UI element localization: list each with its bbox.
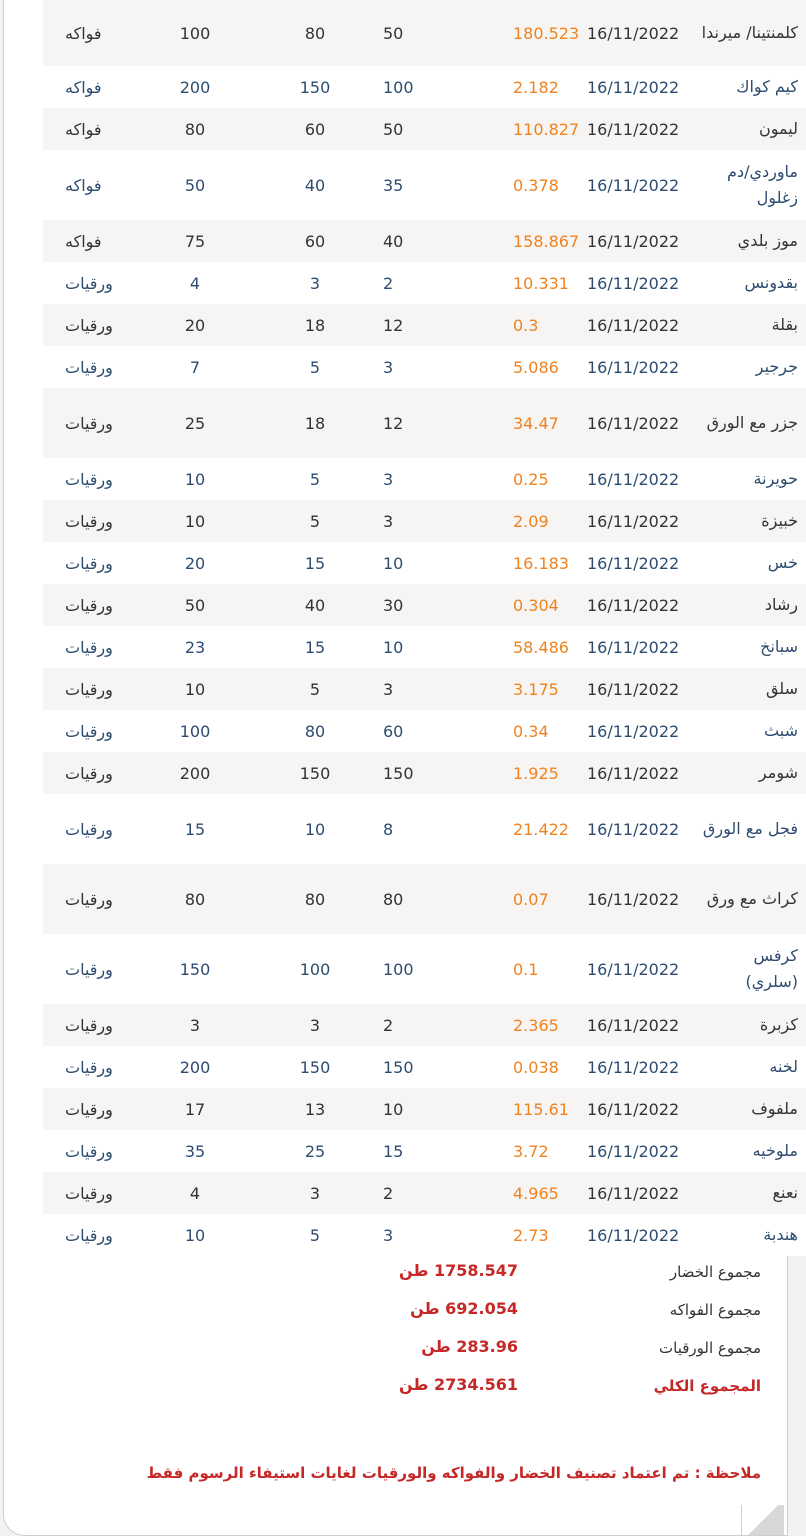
min-price-cell: 10: [375, 542, 503, 584]
max-price-cell: 75: [135, 220, 255, 262]
min-price-cell: 3: [375, 458, 503, 500]
max-price-cell: 50: [135, 584, 255, 626]
table-row: [43, 934, 806, 1004]
mid-price-cell: 25: [255, 1130, 375, 1172]
product-name-cell: كيم كواك: [697, 66, 806, 108]
date-cell: 16/11/2022: [583, 1046, 697, 1088]
min-price-cell: 150: [375, 752, 503, 794]
vegetables-total-label: مجموع الخضار: [669, 1263, 761, 1281]
max-price-cell: 15: [135, 794, 255, 864]
max-price-cell: 4: [135, 1172, 255, 1214]
mid-price-cell: 18: [255, 388, 375, 458]
category-cell: ورقيات: [43, 1046, 135, 1088]
grand-total-row: [0, 1367, 791, 1405]
quantity-cell: 0.07: [503, 864, 583, 934]
max-price-cell: 80: [135, 108, 255, 150]
min-price-cell: 80: [375, 864, 503, 934]
min-price-cell: 10: [375, 626, 503, 668]
mid-price-cell: 13: [255, 1088, 375, 1130]
leafy-total-row: [0, 1329, 791, 1367]
product-name-cell: سلق: [697, 668, 806, 710]
min-price-cell: 10: [375, 1088, 503, 1130]
mid-price-cell: 5: [255, 668, 375, 710]
min-price-cell: 12: [375, 304, 503, 346]
leafy-total-value: 283.96 طن: [421, 1337, 518, 1356]
quantity-cell: 21.422: [503, 794, 583, 864]
quantity-cell: 0.34: [503, 710, 583, 752]
note-text: ملاحظة : تم اعتماد تصنيف الخضار والفواكه والورقيات لغايات استيفاء الرسوم فقط: [146, 1464, 761, 1482]
date-cell: 16/11/2022: [583, 1088, 697, 1130]
leafy-total-label: مجموع الورقيات: [659, 1339, 761, 1357]
quantity-cell: 3.175: [503, 668, 583, 710]
mid-price-cell: 3: [255, 262, 375, 304]
max-price-cell: 10: [135, 500, 255, 542]
table-row: [43, 542, 806, 584]
max-price-cell: 200: [135, 66, 255, 108]
table-row: [43, 66, 806, 108]
min-price-cell: 50: [375, 0, 503, 66]
table-row: [43, 500, 806, 542]
category-cell: ورقيات: [43, 458, 135, 500]
min-price-cell: 60: [375, 710, 503, 752]
product-name-cell: ليمون: [697, 108, 806, 150]
category-cell: فواكه: [43, 220, 135, 262]
date-cell: 16/11/2022: [583, 584, 697, 626]
mid-price-cell: 150: [255, 1046, 375, 1088]
date-cell: 16/11/2022: [583, 108, 697, 150]
vegetables-total-row: [0, 1253, 791, 1291]
max-price-cell: 100: [135, 0, 255, 66]
category-cell: ورقيات: [43, 262, 135, 304]
table-row: [43, 458, 806, 500]
max-price-cell: 200: [135, 752, 255, 794]
table-row: [43, 1046, 806, 1088]
product-name-cell: رشاد: [697, 584, 806, 626]
mid-price-cell: 10: [255, 794, 375, 864]
quantity-cell: 2.73: [503, 1214, 583, 1256]
category-cell: ورقيات: [43, 500, 135, 542]
quantity-cell: 1.925: [503, 752, 583, 794]
min-price-cell: 100: [375, 934, 503, 1004]
max-price-cell: 23: [135, 626, 255, 668]
min-price-cell: 150: [375, 1046, 503, 1088]
min-price-cell: 100: [375, 66, 503, 108]
quantity-cell: 0.378: [503, 150, 583, 220]
mid-price-cell: 5: [255, 1214, 375, 1256]
product-name-cell: ملوخيه: [697, 1130, 806, 1172]
category-cell: فواكه: [43, 66, 135, 108]
product-name-cell: سبانخ: [697, 626, 806, 668]
product-name-cell: ملفوف: [697, 1088, 806, 1130]
min-price-cell: 12: [375, 388, 503, 458]
category-cell: ورقيات: [43, 388, 135, 458]
table-row: [43, 794, 806, 864]
product-name-cell: جرجير: [697, 346, 806, 388]
table-row: [43, 1130, 806, 1172]
mid-price-cell: 3: [255, 1172, 375, 1214]
max-price-cell: 25: [135, 388, 255, 458]
table-row: [43, 668, 806, 710]
category-cell: ورقيات: [43, 1214, 135, 1256]
table-row: [43, 1088, 806, 1130]
quantity-cell: 3.72: [503, 1130, 583, 1172]
product-name-cell: ماوردي/دم زغلول: [697, 150, 806, 220]
mid-price-cell: 15: [255, 626, 375, 668]
mid-price-cell: 5: [255, 458, 375, 500]
date-cell: 16/11/2022: [583, 934, 697, 1004]
date-cell: 16/11/2022: [583, 150, 697, 220]
quantity-cell: 16.183: [503, 542, 583, 584]
product-name-cell: جزر مع الورق: [697, 388, 806, 458]
quantity-cell: 0.25: [503, 458, 583, 500]
date-cell: 16/11/2022: [583, 388, 697, 458]
mid-price-cell: 150: [255, 752, 375, 794]
category-cell: ورقيات: [43, 584, 135, 626]
quantity-cell: 0.038: [503, 1046, 583, 1088]
quantity-cell: 2.365: [503, 1004, 583, 1046]
category-cell: ورقيات: [43, 626, 135, 668]
vegetables-total-value: 1758.547 طن: [398, 1261, 518, 1280]
table-row: [43, 304, 806, 346]
page-fold-corner: [741, 1505, 784, 1535]
max-price-cell: 150: [135, 934, 255, 1004]
date-cell: 16/11/2022: [583, 1130, 697, 1172]
max-price-cell: 20: [135, 542, 255, 584]
table-row: [43, 220, 806, 262]
mid-price-cell: 18: [255, 304, 375, 346]
date-cell: 16/11/2022: [583, 668, 697, 710]
min-price-cell: 50: [375, 108, 503, 150]
product-name-cell: كلمنتينا/ ميرندا: [697, 0, 806, 66]
quantity-cell: 180.523: [503, 0, 583, 66]
min-price-cell: 8: [375, 794, 503, 864]
mid-price-cell: 3: [255, 1004, 375, 1046]
min-price-cell: 35: [375, 150, 503, 220]
max-price-cell: 80: [135, 864, 255, 934]
product-name-cell: بقلة: [697, 304, 806, 346]
product-name-cell: خبيزة: [697, 500, 806, 542]
date-cell: 16/11/2022: [583, 220, 697, 262]
min-price-cell: 2: [375, 1172, 503, 1214]
max-price-cell: 3: [135, 1004, 255, 1046]
quantity-cell: 5.086: [503, 346, 583, 388]
quantity-cell: 2.09: [503, 500, 583, 542]
category-cell: ورقيات: [43, 304, 135, 346]
mid-price-cell: 60: [255, 220, 375, 262]
product-name-cell: شومر: [697, 752, 806, 794]
date-cell: 16/11/2022: [583, 1214, 697, 1256]
table-row: [43, 0, 806, 66]
max-price-cell: 17: [135, 1088, 255, 1130]
prices-table-body: [43, 0, 806, 1256]
table-row: [43, 1004, 806, 1046]
category-cell: فواكه: [43, 0, 135, 66]
table-row: [43, 388, 806, 458]
product-name-cell: كراث مع ورق: [697, 864, 806, 934]
product-name-cell: شبث: [697, 710, 806, 752]
max-price-cell: 4: [135, 262, 255, 304]
quantity-cell: 0.304: [503, 584, 583, 626]
max-price-cell: 7: [135, 346, 255, 388]
quantity-cell: 115.61: [503, 1088, 583, 1130]
product-name-cell: لخنه: [697, 1046, 806, 1088]
date-cell: 16/11/2022: [583, 710, 697, 752]
mid-price-cell: 5: [255, 346, 375, 388]
quantity-cell: 158.867: [503, 220, 583, 262]
table-row: [43, 864, 806, 934]
date-cell: 16/11/2022: [583, 1004, 697, 1046]
product-name-cell: هندبة: [697, 1214, 806, 1256]
date-cell: 16/11/2022: [583, 0, 697, 66]
category-cell: فواكه: [43, 108, 135, 150]
date-cell: 16/11/2022: [583, 752, 697, 794]
date-cell: 16/11/2022: [583, 346, 697, 388]
max-price-cell: 100: [135, 710, 255, 752]
date-cell: 16/11/2022: [583, 458, 697, 500]
date-cell: 16/11/2022: [583, 864, 697, 934]
date-cell: 16/11/2022: [583, 262, 697, 304]
min-price-cell: 3: [375, 346, 503, 388]
date-cell: 16/11/2022: [583, 794, 697, 864]
date-cell: 16/11/2022: [583, 1172, 697, 1214]
product-name-cell: نعنع: [697, 1172, 806, 1214]
quantity-cell: 34.47: [503, 388, 583, 458]
date-cell: 16/11/2022: [583, 66, 697, 108]
table-row: [43, 150, 806, 220]
category-cell: ورقيات: [43, 1004, 135, 1046]
mid-price-cell: 40: [255, 150, 375, 220]
category-cell: ورقيات: [43, 346, 135, 388]
quantity-cell: 0.1: [503, 934, 583, 1004]
fruits-total-value: 692.054 طن: [410, 1299, 518, 1318]
date-cell: 16/11/2022: [583, 542, 697, 584]
mid-price-cell: 5: [255, 500, 375, 542]
category-cell: ورقيات: [43, 864, 135, 934]
mid-price-cell: 15: [255, 542, 375, 584]
product-name-cell: فجل مع الورق: [697, 794, 806, 864]
table-row: [43, 1172, 806, 1214]
table-row: [43, 262, 806, 304]
category-cell: ورقيات: [43, 668, 135, 710]
date-cell: 16/11/2022: [583, 304, 697, 346]
quantity-cell: 2.182: [503, 66, 583, 108]
quantity-cell: 58.486: [503, 626, 583, 668]
mid-price-cell: 80: [255, 710, 375, 752]
mid-price-cell: 60: [255, 108, 375, 150]
category-cell: ورقيات: [43, 710, 135, 752]
max-price-cell: 10: [135, 458, 255, 500]
category-cell: ورقيات: [43, 1172, 135, 1214]
product-name-cell: كرفس (سلري): [697, 934, 806, 1004]
category-cell: ورقيات: [43, 934, 135, 1004]
product-name-cell: بقدونس: [697, 262, 806, 304]
grand-total-label: المجموع الكلي: [653, 1377, 761, 1395]
mid-price-cell: 80: [255, 0, 375, 66]
product-name-cell: حويرنة: [697, 458, 806, 500]
category-cell: ورقيات: [43, 1130, 135, 1172]
max-price-cell: 50: [135, 150, 255, 220]
min-price-cell: 3: [375, 500, 503, 542]
date-cell: 16/11/2022: [583, 500, 697, 542]
category-cell: فواكه: [43, 150, 135, 220]
max-price-cell: 20: [135, 304, 255, 346]
category-cell: ورقيات: [43, 752, 135, 794]
min-price-cell: 2: [375, 262, 503, 304]
min-price-cell: 3: [375, 1214, 503, 1256]
fruits-total-label: مجموع الفواكه: [669, 1301, 761, 1319]
fruits-total-row: [0, 1291, 791, 1329]
quantity-cell: 110.827: [503, 108, 583, 150]
grand-total-value: 2734.561 طن: [398, 1375, 518, 1394]
mid-price-cell: 150: [255, 66, 375, 108]
product-name-cell: كزبرة: [697, 1004, 806, 1046]
mid-price-cell: 80: [255, 864, 375, 934]
table-row: [43, 346, 806, 388]
table-row: [43, 108, 806, 150]
category-cell: ورقيات: [43, 794, 135, 864]
table-row: [43, 584, 806, 626]
category-cell: ورقيات: [43, 1088, 135, 1130]
min-price-cell: 30: [375, 584, 503, 626]
min-price-cell: 3: [375, 668, 503, 710]
date-cell: 16/11/2022: [583, 626, 697, 668]
prices-table: [43, 0, 806, 1256]
mid-price-cell: 100: [255, 934, 375, 1004]
max-price-cell: 10: [135, 668, 255, 710]
quantity-cell: 0.3: [503, 304, 583, 346]
product-name-cell: خس: [697, 542, 806, 584]
quantity-cell: 10.331: [503, 262, 583, 304]
table-row: [43, 752, 806, 794]
table-row: [43, 1214, 806, 1256]
min-price-cell: 15: [375, 1130, 503, 1172]
max-price-cell: 200: [135, 1046, 255, 1088]
table-row: [43, 626, 806, 668]
category-cell: ورقيات: [43, 542, 135, 584]
totals-section: [0, 1253, 791, 1405]
quantity-cell: 4.965: [503, 1172, 583, 1214]
product-name-cell: موز بلدي: [697, 220, 806, 262]
max-price-cell: 35: [135, 1130, 255, 1172]
min-price-cell: 40: [375, 220, 503, 262]
table-row: [43, 710, 806, 752]
max-price-cell: 10: [135, 1214, 255, 1256]
mid-price-cell: 40: [255, 584, 375, 626]
min-price-cell: 2: [375, 1004, 503, 1046]
